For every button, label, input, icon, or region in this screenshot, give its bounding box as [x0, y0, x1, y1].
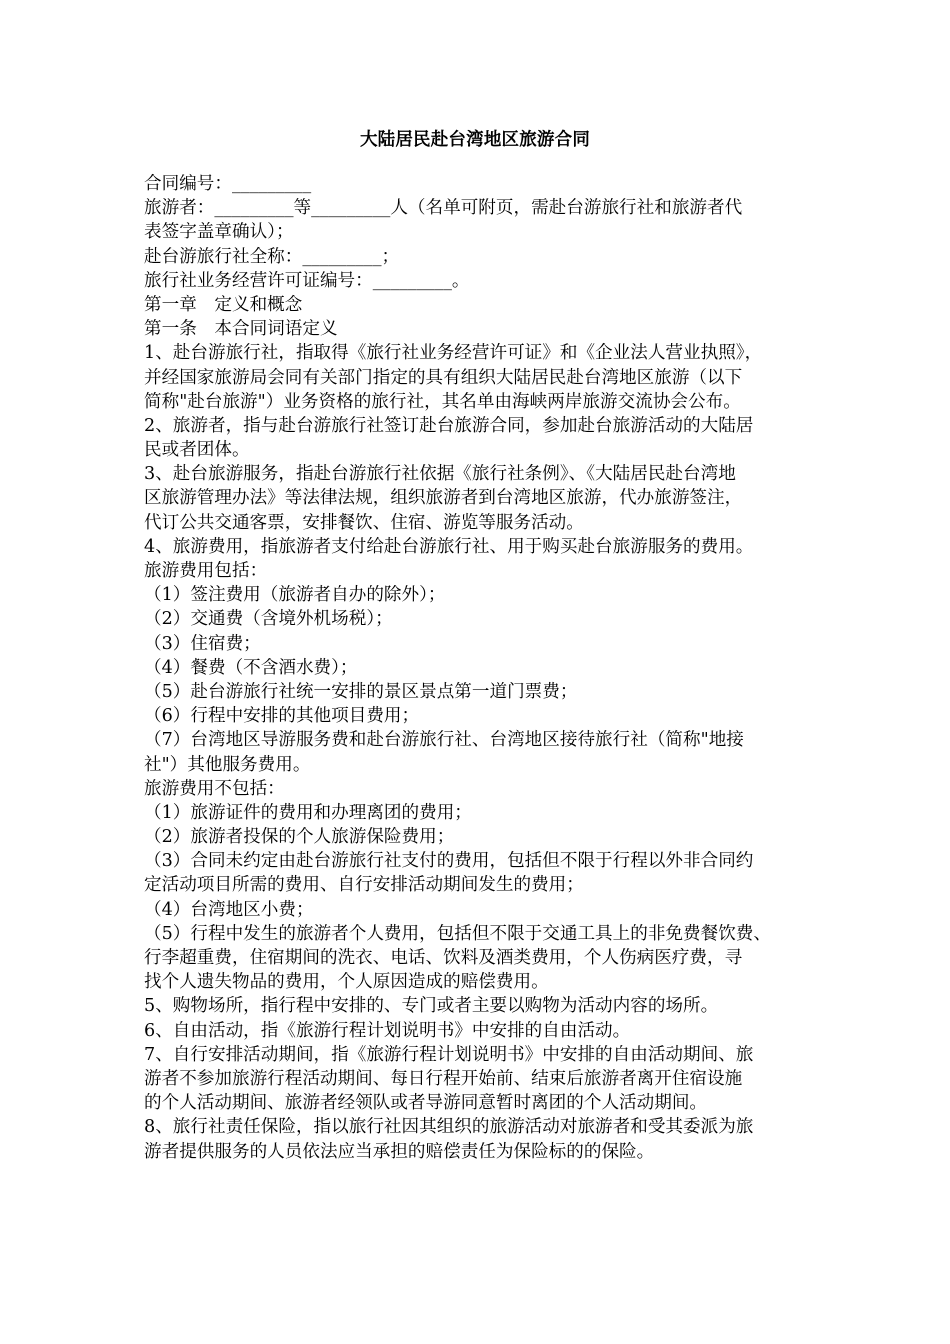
list-item: （5）赴台游旅行社统一安排的景区景点第一道门票费；	[144, 681, 578, 702]
list-item: （2）旅游者投保的个人旅游保险费用；	[144, 827, 455, 848]
text-line: 代订公共交通客票，安排餐饮、住宿、游览等服务活动。	[144, 512, 584, 533]
list-item: （5）行程中发生的旅游者个人费用，包括但不限于交通工具上的非免费餐饮费、	[144, 923, 771, 944]
list-item: （4）台湾地区小费；	[144, 899, 314, 920]
text-line: 区旅游管理办法》等法律法规，组织旅游者到台湾地区旅游，代办旅游签注，	[144, 488, 743, 509]
document-body	[144, 172, 824, 1164]
text-line: 合同编号：_________	[144, 174, 312, 194]
text-line: 找个人遗失物品的费用，个人原因造成的赔偿费用。	[144, 972, 549, 993]
text-line: 并经国家旅游局会同有关部门指定的具有组织大陆居民赴台湾地区旅游（以下	[144, 367, 743, 388]
text-line: 3、赴台旅游服务，指赴台游旅行社依据《旅行社条例》、《大陆居民赴台湾地	[144, 464, 736, 485]
text-line: 8、旅行社责任保险，指以旅行社因其组织的旅游活动对旅游者和受其委派为旅	[144, 1117, 754, 1138]
text-line: 民或者团体。	[144, 440, 250, 461]
text-line: 游者不参加旅游行程活动期间、每日行程开始前、结束后旅游者离开住宿设施	[144, 1068, 743, 1089]
list-item: （4）餐费（不含酒水费）；	[144, 657, 358, 678]
text-line: 社"）其他服务费用。	[144, 754, 311, 775]
text-line: 简称"赴台旅游"）业务资格的旅行社，其名单由海峡两岸旅游交流协会公布。	[144, 391, 741, 412]
text-line: 表签字盖章确认）；	[144, 222, 294, 243]
list-item: （7）台湾地区导游服务费和赴台游旅行社、台湾地区接待旅行社（简称"地接	[144, 730, 744, 751]
text-line: 旅游者：_________等_________人（名单可附页，需赴台游旅行社和旅游者代	[144, 198, 743, 219]
text-line: 的个人活动期间、旅游者经领队或者导游同意暂时离团的个人活动期间。	[144, 1093, 708, 1114]
text-line: 旅游费用包括：	[144, 561, 268, 581]
text-line: 游者提供服务的人员依法应当承担的赔偿责任为保险标的的保险。	[144, 1141, 655, 1162]
list-item: （3）合同未约定由赴台游旅行社支付的费用，包括但不限于行程以外非合同约	[144, 851, 754, 872]
text-line: 2、旅游者，指与赴台游旅行社签订赴台旅游合同，参加赴台旅游活动的大陆居	[144, 415, 754, 436]
list-item: （1）签注费用（旅游者自办的除外）；	[144, 585, 446, 606]
text-line: 7、自行安排活动期间，指《旅游行程计划说明书》中安排的自由活动期间、旅	[144, 1044, 754, 1065]
chapter-heading: 第一章 定义和概念	[144, 294, 303, 315]
text-line: 旅行社业务经营许可证编号：_________。	[144, 270, 470, 291]
text-line: 赴台游旅行社全称：_________；	[144, 246, 400, 267]
text-line: 4、旅游费用，指旅游者支付给赴台游旅行社、用于购买赴台旅游服务的费用。	[144, 536, 754, 557]
text-line: 6、自由活动，指《旅游行程计划说明书》中安排的自由活动。	[144, 1020, 631, 1041]
article-heading: 第一条 本合同词语定义	[144, 319, 338, 340]
text-line: 行李超重费，住宿期间的洗衣、电话、饮料及酒类费用，个人伤病医疗费，寻	[144, 948, 743, 968]
list-item: （6）行程中安排的其他项目费用；	[144, 706, 420, 727]
text-line: 旅游费用不包括：	[144, 778, 285, 799]
list-item: （3）住宿费；	[144, 633, 261, 654]
list-item: （1）旅游证件的费用和办理离团的费用；	[144, 802, 472, 823]
text-line: 定活动项目所需的费用、自行安排活动期间发生的费用；	[144, 875, 584, 896]
text-line: 1、赴台游旅行社，指取得《旅行社业务经营许可证》和《企业法人营业执照》，	[144, 343, 763, 364]
text-line: 5、购物场所，指行程中安排的、专门或者主要以购物为活动内容的场所。	[144, 996, 719, 1017]
document-title: 大陆居民赴台湾地区旅游合同	[359, 130, 591, 150]
list-item: （2）交通费（含境外机场税）；	[144, 609, 393, 630]
